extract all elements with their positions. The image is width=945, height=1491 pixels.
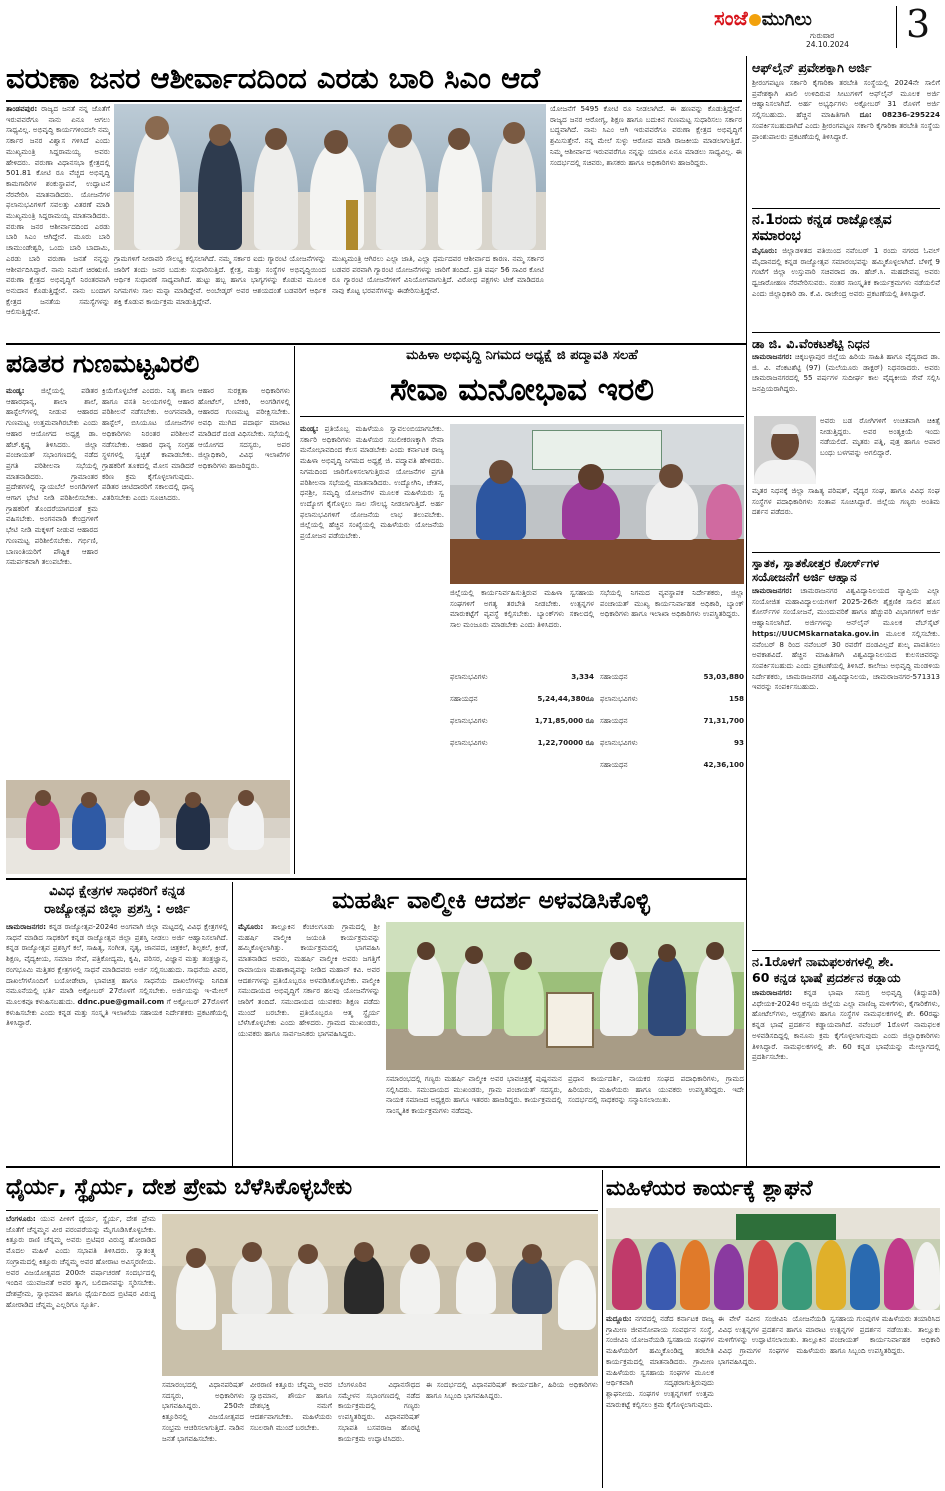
- divider: [746, 56, 747, 1166]
- divider: [752, 332, 940, 333]
- dateline: ಚಾಮರಾಜನಗರ:: [752, 586, 793, 595]
- padita-photo: [6, 780, 290, 874]
- stat-row: ಫಲಾನುಭವಿಗಳು 1,71,85,000 ರೂ: [450, 716, 594, 725]
- portrait-photo-icon: [754, 416, 816, 484]
- offline-headline: ಆಫ್‌ಲೈನ್ ಪ್ರವೇಶಕ್ಕಾಗಿ ಅರ್ಜಿ: [752, 60, 872, 75]
- dhairya-col3: ವೀರರಾಣಿ ಕಿತ್ತೂರು ಚೆನ್ನಮ್ಮ ಅವರ ಸ್ವಾಭಿಮಾನ, ಶೌರ್ಯ ಹಾಗೂ ದೇಶಭಕ್ತಿ ನಮಗೆ ಆದರ್ಶವಾಗಬೇಕು. ಮಹಿಳೆಯರು ಸಬಲರಾಗಿ ಮುಂದೆ ಬರಬೇಕು.: [250, 1380, 332, 1432]
- article-text: ಪ್ರತಿಯೊಬ್ಬ ಮಹಿಳೆಯೂ ಸ್ವಾವಲಂಬಿಯಾಗಬೇಕು. ಸರ್ಕಾರಿ ಅಧಿಕಾರಿಗಳು ಮಹಿಳೆಯರ ಸಬಲೀಕರಣಕ್ಕಾಗಿ ಸೇವಾ ಮನೋಭಾವದಿಂದ ಕೆಲಸ ಮಾಡಬೇಕು ಎಂದು ಕರ್ನಾಟಕ ರಾಜ್ಯ ಮಹಿಳಾ ಅಭಿವೃದ್ಧಿ ನಿಗಮದ ಅಧ್ಯಕ್ಷೆ ಜಿ. ಪದ್ಮಾವತಿ ಹೇಳಿದರು. ನಿಗಮದಿಂದ ಜಾರಿಗೊಳಿಸಲಾಗುತ್ತಿರುವ ಯೋಜನೆಗಳ ಪ್ರಗತಿ ಪರಿಶೀಲನಾ ಸಭೆಯಲ್ಲಿ ಮಾತನಾಡಿದರು. ಉದ್ಯೋಗಿನಿ, ಚೇತನ, ಧನಶ್ರೀ, ಸಮೃದ್ಧಿ ಯೋಜನೆಗಳ ಮೂಲಕ ಮಹಿಳೆಯರು ಸ್ವ ಉದ್ಯೋಗ ಕೈಗೊಳ್ಳಲು ಸಾಲ ಸೌಲಭ್ಯ ನೀಡಲಾಗುತ್ತಿದೆ. ಅರ್ಹ ಫಲಾನುಭವಿಗಳಿಗೆ ಯೋಜನೆಯ ಲಾಭ ತಲುಪಬೇಕು. ಜಿಲ್ಲೆಯಲ್ಲಿ ಹೆಚ್ಚಿನ ಸಂಖ್ಯೆಯಲ್ಲಿ ಮಹಿಳೆಯರು ಯೋಜನೆಯ ಪ್ರಯೋಜನ ಪಡೆಯಬೇಕು.: [300, 424, 444, 541]
- shlaghane-col2: ಈ ವೇಳೆ ನವೀನ ಸಂಜೀವಿನಿ ಯೋಜನೆಯಡಿ ವಿವಿಧ ಉತ್ಪನ್ನಗಳ ಪ್ರದರ್ಶನ ಹಾಗೂ ಮಾರಾಟ ಮಳಿಗೆಗಳನ್ನು ಉದ್ಘಾಟಿಸಲಾಯಿತು. ತಾಲ್ಲೂಕಿನ ವಿವಿಧ ಗ್ರಾಮಗಳ ಸಂಘಗಳ ಮಹಿಳೆಯರು ಭಾಗವಹಿಸಿದ್ದರು.: [718, 1314, 826, 1366]
- divider: [6, 343, 746, 345]
- article-text: ಜಿಲ್ಲೆಯಲ್ಲಿ ಪಡಿತರ ಆಹಾರಧಾನ್ಯ, ಶಾಲಾ ಶಾಲೆ, ಹಾಸ್ಟೆಲ್‌ಗಳಲ್ಲಿ ನೀಡುವ ಆಹಾರದ ಗುಣಮಟ್ಟ ಉತ್ತಮವಾಗಿರಬೇಕು ಎಂದು ಆಹಾರ ಆಯೋಗದ ಅಧ್ಯಕ್ಷ ಡಾ. ಹೆಚ್.ಕೃಷ್ಣ ತಿಳಿಸಿದರು. ಜಿಲ್ಲಾ ಪಂಚಾಯತ್ ಸಭಾಂಗಣದಲ್ಲಿ ನಡೆದ ಪ್ರಗತಿ ಪರಿಶೀಲನಾ ಸಭೆಯಲ್ಲಿ ಮಾತನಾಡಿದರು. ಗ್ರಾಮಾಂತರ ಪ್ರದೇಶಗಳಲ್ಲಿ ನ್ಯಾಯಬೆಲೆ ಅಂಗಡಿಗಳಿಗೆ ಆಗಾಗ ಭೇಟಿ ನೀಡಿ ಪರಿಶೀಲಿಸಬೇಕು. ಗ್ರಾಹಕರಿಗೆ ತೊಂದರೆಯಾಗದಂತೆ ಕ್ರಮ ವಹಿಸಬೇಕು. ಅಂಗನವಾಡಿ ಕೇಂದ್ರಗಳಿಗೆ ಭೇಟಿ ನೀಡಿ ಮಕ್ಕಳಿಗೆ ನೀಡುವ ಆಹಾರದ ಗುಣಮಟ್ಟ ಪರಿಶೀಲಿಸಬೇಕು. ಗರ್ಭಿಣಿ, ಬಾಣಂತಿಯರಿಗೆ ಪೌಷ್ಟಿಕ ಆಹಾರ ಸಮರ್ಪಕವಾಗಿ ತಲುಪಬೇಕು.: [6, 386, 98, 567]
- divider: [6, 878, 746, 880]
- shlaghane-col1: [606, 1314, 714, 1486]
- varuna-headline: ವರುಣಾ ಜನರ ಆಶೀರ್ವಾದದಿಂದ ಎರಡು ಬಾರಿ ಸಿಎಂ ಆದೆ: [6, 61, 541, 95]
- masthead: [700, 4, 940, 50]
- valmiki-col3: ಪ್ರಧಾನ ಕಾರ್ಯದರ್ಶಿ, ನಾಯಕರ ಸಂಘದ ಪದಾಧಿಕಾರಿಗಳು, ಗ್ರಾಮದ ಹಿರಿಯರು, ಮಹಿಳೆಯರು ಹಾಗೂ ಯುವಕರು ಉಪಸ್ಥಿತರಿದ್ದರು. ಇದೇ ಸಂದರ್ಭದಲ್ಲಿ ಸಾಧಕರನ್ನು ಸನ್ಮಾನಿಸಲಾಯಿತು.: [568, 1074, 744, 1105]
- article-text: ಜಿಲ್ಲಾಡಳಿತದ ವತಿಯಿಂದ ನವೆಂಬರ್ 1 ರಂದು ನಗರದ ಓವಲ್ ಮೈದಾನದಲ್ಲಿ ಕನ್ನಡ ರಾಜ್ಯೋತ್ಸವ ಸಮಾರಂಭವನ್ನು ಹಮ್ಮಿಕೊಳ್ಳಲಾಗಿದೆ. ಬೆಳಿಗ್ಗೆ 9 ಗಂಟೆಗೆ ಜಿಲ್ಲಾ ಉಸ್ತುವಾರಿ ಸಚಿವರಾದ ಡಾ. ಹೆಚ್.ಸಿ. ಮಹದೇವಪ್ಪ ಅವರು ಧ್ವಜಾರೋಹಣ ನೆರವೇರಿಸುವರು. ನಂತರ ಸಾಂಸ್ಕೃತಿಕ ಕಾರ್ಯಕ್ರಮಗಳು ನಡೆಯಲಿವೆ ಎಂದು ಜಿಲ್ಲಾಧಿಕಾರಿ ಡಾ. ಕೆ.ವಿ. ರಾಜೇಂದ್ರ ಅವರು ಪ್ರಕಟಣೆಯಲ್ಲಿ ತಿಳಿಸಿದ್ದಾರೆ.: [752, 246, 940, 298]
- dateline: ಮೈಸೂರು:: [238, 922, 264, 931]
- stat-row: ಫಲಾನುಭವಿಗಳು 158: [600, 694, 744, 703]
- divider: [300, 416, 744, 417]
- obituary-text-top: [752, 352, 940, 414]
- rajyotsava-text: [752, 246, 940, 330]
- varuna-col2: ಗ್ರಾಮಗಳಿಗೆ ನೀರಾವರಿ ಸೌಲಭ್ಯ ಕಲ್ಪಿಸಲಾಗಿದೆ. ನಮ್ಮ ಸರ್ಕಾರ ಐದು ಗ್ಯಾರಂಟಿ ಯೋಜನೆಗಳನ್ನು ಜಾರಿಗೆ ತಂದು ಜನರ ಬದುಕು ಸುಧಾರಿಸುತ್ತಿದೆ. ಕ್ಷೇತ್ರ, ಮತ್ತು ಸಂಸ್ಥೆಗಳ ಅಭಿವೃದ್ಧಿಯಿಂದ ಆರ್ಥಿಕ ಸುಧಾರಣೆ ಸಾಧ್ಯವಾಗಿದೆ. ಹುಟ್ಟು ಹಬ್ಬ ಹಾಗೂ ಭಾಗ್ಯಗಳನ್ನು ಕೊಡುವ ಮೂಲಕ ನಿಗಮಗಳು ಸಾಲ ಮನ್ನಾ ಮಾಡಿದ್ದೇವೆ. ಅಂಬೇಡ್ಕರ್ ಅವರ ಆಶಯದಂತೆ ಬಡವರಿಗೆ ಆರ್ಥಿಕ ಶಕ್ತಿ ಕೊಡುವ ಕಾರ್ಯಕ್ರಮ ಮಾಡುತ್ತಿದ್ದೇವೆ.: [114, 254, 326, 306]
- valmiki-headline: ಮಹರ್ಷಿ ವಾಲ್ಮೀಕಿ ಆದರ್ಶ ಅಳವಡಿಸಿಕೊಳ್ಳಿ: [332, 886, 650, 914]
- padita-col1: [6, 386, 98, 774]
- nameboard-headline-2: 60 ಕನ್ನಡ ಭಾಷೆ ಪ್ರದರ್ಶನ ಕಡ್ಡಾಯ: [752, 970, 901, 985]
- dateline: ಮದ್ದೂರು:: [606, 1314, 632, 1323]
- shlaghane-col3: ಸ್ವಸಹಾಯ ಗುಂಪುಗಳ ಮಹಿಳೆಯರು ತಯಾರಿಸಿದ ಉತ್ಪನ್ನಗಳ ಪ್ರದರ್ಶನ ನಡೆಯಿತು. ತಾಲ್ಲೂಕು ಪಂಚಾಯತ್ ಕಾರ್ಯನಿರ್ವಾಹಕ ಅಧಿಕಾರಿ ಹಾಗೂ ಸಿಬ್ಬಂದಿ ಉಪಸ್ಥಿತರಿದ್ದರು.: [830, 1314, 940, 1356]
- divider: [752, 950, 940, 951]
- varuna-col1: [6, 104, 110, 340]
- shlaghane-headline: ಮಹಿಳೆಯರ ಕಾರ್ಯಕ್ಕೆ ಶ್ಲಾಘನೆ: [606, 1176, 813, 1200]
- dateline: ತಾಂಡವಪುರ:: [6, 104, 38, 113]
- dhairya-col2: ಸಮಾರಂಭದಲ್ಲಿ ವಿಧಾನಪರಿಷತ್ ಸದಸ್ಯರು, ಅಧಿಕಾರಿಗಳು ಭಾಗವಹಿಸಿದ್ದರು. 250ನೇ ಕಿತ್ತೂರಿನಲ್ಲಿ ವಿಜಯೋತ್ಸವದ ಸಂಭ್ರಮ ಆಚರಿಸಲಾಗುತ್ತಿದೆ. ನಾಡಿನ ಜನತೆ ಭಾಗವಹಿಸಬೇಕು.: [162, 1380, 244, 1443]
- mahila-headline: ಸೇವಾ ಮನೋಭಾವ ಇರಲಿ: [389, 372, 655, 408]
- award-email[interactable]: ddnc.pue@gmail.com: [77, 996, 165, 1006]
- shlaghane-photo: [606, 1208, 940, 1310]
- article-text: ಚಿಕ್ಕಬಳ್ಳಾಪುರ ಜಿಲ್ಲೆಯ ಹಿರಿಯ ಸಾಹಿತಿ ಹಾಗೂ ವೈದ್ಯರಾದ ಡಾ. ಜಿ. ವಿ. ವೆಂಕಟಶೆಟ್ಟಿ (97) (ಮಲೆಯೂರು ಡಾಕ್ಟರ್) ನಿಧನರಾದರು. ಅವರು ಚಾಮರಾಜನಗರದಲ್ಲಿ 55 ವರ್ಷಗಳ ಸುದೀರ್ಘ ಕಾಲ ವೈದ್ಯಕೀಯ ಸೇವೆ ಸಲ್ಲಿಸಿ ಜನಪ್ರಿಯರಾಗಿದ್ದರು.: [752, 352, 940, 394]
- padita-col2: ಕ್ರಿಯೆಗೊಳ್ಳಬೇಕೆ ಎಂದರು. ನಿತ್ಯ ಶಾಲಾ ಹಾಗೂ ವಸತಿ ನಿಲಯಗಳಲ್ಲಿ ಆಹಾರ ಪರಿಶೀಲನೆ ನಡೆಸಬೇಕು. ಅಂಗನವಾಡಿ, ಹಾಸ್ಟೆಲ್, ಬಿಸಿಯೂಟ ಯೋಜನೆಗಳ ಅಧಿಕಾರಿಗಳು ನಿರಂತರ ಪರಿಶೀಲನೆ ನಡೆಸಬೇಕು. ಆಹಾರ ಧಾನ್ಯ ಸಂಗ್ರಹ ಸ್ಥಳಗಳಲ್ಲಿ ಸ್ವಚ್ಛತೆ ಕಾಪಾಡಬೇಕು. ಗ್ರಾಹಕರಿಗೆ ತೂಕದಲ್ಲಿ ಮೋಸ ಮಾಡಿದರೆ ಕಠಿಣ ಕ್ರಮ ಕೈಗೊಳ್ಳಲಾಗುವುದು. ಪಡಿತರ ಚೀಟಿದಾರರಿಗೆ ಸಕಾಲದಲ್ಲಿ ಧಾನ್ಯ ವಿತರಿಸಬೇಕು ಎಂದು ಸೂಚಿಸಿದರು.: [102, 386, 194, 503]
- obituary-headline: ಡಾ ಜಿ. ವಿ.ವೆಂಕಟಶೆಟ್ಟಿ ನಿಧನ: [752, 336, 870, 351]
- sun-icon: [749, 14, 761, 26]
- article-text: ಶ್ರೀರಂಗಪಟ್ಟಣ ಸರ್ಕಾರಿ ಕೈಗಾರಿಕಾ ತರಬೇತಿ ಸಂಸ್ಥೆಯಲ್ಲಿ 2024ನೇ ಸಾಲಿಗೆ ಪ್ರವೇಶಕ್ಕಾಗಿ ಖಾಲಿ ಉಳಿದಿರುವ ಸೀಟುಗಳಿಗೆ ಆಫ್‌ಲೈನ್ ಮೂಲಕ ಅರ್ಜಿ ಆಹ್ವಾನಿಸಲಾಗಿದೆ. ಅರ್ಹ ಅಭ್ಯರ್ಥಿಗಳು ಅಕ್ಟೋಬರ್ 31 ರೊಳಗೆ ಅರ್ಜಿ ಸಲ್ಲಿಸಬಹುದು. ಹೆಚ್ಚಿನ ಮಾಹಿತಿಗಾಗಿ: [752, 78, 940, 120]
- article-text: ರಾಜ್ಯದ ಜನತೆ ನನ್ನ ಜೊತೆಗೆ ಇರುವವರೆಗೂ ನಾನು ಏನೂ ಆಗಲು ಸಾಧ್ಯವಿಲ್ಲ. ಅಭಿವೃದ್ಧಿ ಕಾರ್ಯಗಳಿಂದಲೇ ನಮ್ಮ ಸರ್ಕಾರ ಜನರ ವಿಶ್ವಾಸ ಗಳಿಸಿದೆ ಎಂದು ಮುಖ್ಯಮಂತ್ರಿ ಸಿದ್ದರಾಮಯ್ಯ ಅವರು ಹೇಳಿದರು. ವರುಣಾ ವಿಧಾನಸಭಾ ಕ್ಷೇತ್ರದಲ್ಲಿ 501.81 ಕೋಟಿ ರೂ ವೆಚ್ಚದ ಅಭಿವೃದ್ಧಿ ಕಾಮಗಾರಿಗಳ ಶಂಕುಸ್ಥಾಪನೆ, ಉದ್ಘಾಟನೆ ನೆರವೇರಿಸಿ ಮಾತನಾಡಿದರು. ಯೋಜನೆಗಳ ಫಲಾನುಭವಿಗಳಿಗೆ ಸವಲತ್ತು ವಿತರಣೆ ಮಾಡಿ ಮುಖ್ಯಮಂತ್ರಿ ಸಿದ್ದರಾಮಯ್ಯ ಮಾತನಾಡಿದರು. ವರುಣಾ ಜನರ ಆಶೀರ್ವಾದದಿಂದ ಎರಡು ಬಾರಿ ಸಿಎಂ ಆಗಿದ್ದೇನೆ. ಮೂರು ಬಾರಿ ಚಾಮುಂಡೇಶ್ವರಿ, ಒಂದು ಬಾರಿ ಬಾದಾಮಿ, ಎರಡು ಬಾರಿ ವರುಣಾ ಜನತೆ ನನ್ನನ್ನು ಆಶೀರ್ವದಿಸಿದ್ದಾರೆ. ನಾನು ನಿಮಗೆ ಚಿರಋಣಿ. ವರುಣಾ ಕ್ಷೇತ್ರದ ಅಭಿವೃದ್ಧಿಗೆ ನಿರಂತರವಾಗಿ ಅನುದಾನ ಕೊಡುತ್ತಿದ್ದೇನೆ. ನಾನು ಬಂದಾಗ ಕ್ಷೇತ್ರದ ಜನತೆಯ ಸಮಸ್ಯೆಗಳನ್ನು ಆಲಿಸುತ್ತಿದ್ದೇನೆ.: [6, 104, 110, 317]
- dhairya-col5: ಈ ಸಂದರ್ಭದಲ್ಲಿ ವಿಧಾನಪರಿಷತ್ ಕಾರ್ಯದರ್ಶಿ, ಹಿರಿಯ ಅಧಿಕಾರಿಗಳು ಹಾಗೂ ಸಿಬ್ಬಂದಿ ಭಾಗವಹಿಸಿದ್ದರು.: [426, 1380, 598, 1400]
- stat-row: ಸಹಾಯಧನ 53,03,880: [600, 672, 744, 681]
- offline-phone: ದೂ: 08236-295224: [859, 110, 940, 120]
- pg-courses-headline-1: ಸ್ನಾತಕ, ಸ್ನಾತಕೋತ್ತರ ಕೋರ್ಸ್‌ಗಳ: [752, 556, 880, 570]
- offline-text: [752, 78, 940, 206]
- nameboard-headline-1: ನ.1ರೊಳಗೆ ನಾಮಫಲಕಗಳಲ್ಲಿ ಶೇ.: [752, 954, 894, 969]
- mahila-photo: [450, 424, 744, 584]
- article-text: ಗೆ ಅಕ್ಟೋಬರ್ 27ರೊಳಗೆ ಕಳುಹಿಸಬೇಕು ಎಂದು ಕನ್ನಡ ಮತ್ತು ಸಂಸ್ಕೃತಿ ಇಲಾಖೆಯ ಸಹಾಯಕ ನಿರ್ದೇಶಕರು ಪ್ರಕಟಣೆಯಲ್ಲಿ ತಿಳಿಸಿದ್ದಾರೆ.: [6, 996, 228, 1028]
- mahila-stats: [450, 672, 744, 870]
- award-headline-1: ವಿವಿಧ ಕ್ಷೇತ್ರಗಳ ಸಾಧಕರಿಗೆ ಕನ್ನಡ: [49, 884, 185, 899]
- stat-row: ಸಹಾಯಧನ 71,31,700: [600, 716, 744, 725]
- article-text: ಸಂಪರ್ಕಿಸಬಹುದಾಗಿದೆ ಎಂದು ಶ್ರೀರಂಗಪಟ್ಟಣ ಸರ್ಕಾರಿ ಕೈಗಾರಿಕಾ ತರಬೇತಿ ಸಂಸ್ಥೆಯ ಪ್ರಾಂಶುಪಾಲರು ಪ್ರಕಟಣೆಯಲ್ಲಿ ತಿಳಿಸಿದ್ದಾರೆ.: [752, 120, 940, 141]
- divider: [752, 208, 940, 209]
- stat-row: ಸಹಾಯಧನ 42,36,100: [600, 760, 744, 769]
- divider: [6, 1166, 940, 1168]
- dateline: ಮಂಡ್ಯ:: [6, 386, 25, 395]
- varuna-photo: [114, 104, 546, 250]
- article-text: ಕನ್ನಡ ರಾಜ್ಯೋತ್ಸವ-2024ರ ಅಂಗವಾಗಿ ಜಿಲ್ಲಾ ಮಟ್ಟದಲ್ಲಿ ವಿವಿಧ ಕ್ಷೇತ್ರಗಳಲ್ಲಿ ಸಾಧನೆ ಮಾಡಿದ ಸಾಧಕರಿಗೆ ಕನ್ನಡ ರಾಜ್ಯೋತ್ಸವ ಜಿಲ್ಲಾ ಪ್ರಶಸ್ತಿ ನೀಡಲು ಅರ್ಜಿ ಆಹ್ವಾನಿಸಲಾಗಿದೆ. ಕನ್ನಡ ರಾಜ್ಯೋತ್ಸವ ಪ್ರಶಸ್ತಿಗೆ ಕಲೆ, ಸಾಹಿತ್ಯ, ಸಂಗೀತ, ನೃತ್ಯ, ಜಾನಪದ, ಚಿತ್ರಕಲೆ, ಶಿಲ್ಪಕಲೆ, ಕ್ರೀಡೆ, ಶಿಕ್ಷಣ, ವೈದ್ಯಕೀಯ, ಸಮಾಜ ಸೇವೆ, ಪತ್ರಿಕೋದ್ಯಮ, ಕೃಷಿ, ಪರಿಸರ, ವಿಜ್ಞಾನ ಮತ್ತು ತಂತ್ರಜ್ಞಾನ, ರಂಗಭೂಮಿ ಮತ್ತಿತರ ಕ್ಷೇತ್ರಗಳಲ್ಲಿ ಸಾಧನೆ ಮಾಡಿದವರು ಅರ್ಜಿ ಸಲ್ಲಿಸಬಹುದು. ಸಾಧನೆಯ ವಿವರ, ದಾಖಲೆಗಳೊಂದಿಗೆ ಬಯೋಡೇಟಾ, ಭಾವಚಿತ್ರ ಹಾಗೂ ಸಾಧನೆಯ ದಾಖಲೆಗಳನ್ನು ನಿಗದಿತ ನಮೂನೆಯಲ್ಲಿ ಭರ್ತಿ ಮಾಡಿ ಅಕ್ಟೋಬರ್ 27ರೊಳಗೆ ಸಲ್ಲಿಸಬೇಕು. ಅರ್ಜಿಯನ್ನು ಇ-ಮೇಲ್ ಮೂಲಕವೂ ಕಳುಹಿಸಬಹುದು.: [6, 922, 228, 1006]
- divider: [294, 346, 295, 874]
- brand-right: ಮುಗಿಲು: [761, 9, 812, 30]
- divider: [6, 100, 742, 102]
- brand-left: ಸಂಜೆ: [714, 6, 748, 30]
- dateline: ಚಾಮರಾಜನಗರ:: [752, 988, 793, 997]
- dateline: ಚಾಮರಾಜನಗರ:: [6, 922, 47, 931]
- stat-row: ಫಲಾನುಭವಿಗಳು 1,22,70000 ರೂ: [450, 738, 594, 747]
- varuna-col4: ಯೋಜನೆಗೆ 5495 ಕೋಟಿ ರೂ ನೀಡಲಾಗಿದೆ. ಈ ಹಣವನ್ನು ಕೊಡುತ್ತಿದ್ದೇವೆ. ರಾಜ್ಯದ ಜನರ ಆರೋಗ್ಯ, ಶಿಕ್ಷಣ ಹಾಗೂ ಬದುಕಿನ ಗುಣಮಟ್ಟ ಸುಧಾರಿಸಲು ಸರ್ಕಾರ ಬದ್ಧವಾಗಿದೆ. ನಾನು ಸಿಎಂ ಆಗಿ ಇರುವವರೆಗೂ ವರುಣಾ ಕ್ಷೇತ್ರದ ಅಭಿವೃದ್ಧಿಗೆ ಶ್ರಮಿಸುತ್ತೇನೆ. ನನ್ನ ಮೇಲೆ ಸುಳ್ಳು ಆರೋಪ ಮಾಡಿ ರಾಜಕೀಯ ಮಾಡಲಾಗುತ್ತಿದೆ. ನಿಮ್ಮ ಆಶೀರ್ವಾದ ಇರುವವರೆಗೂ ನನ್ನನ್ನು ಯಾರೂ ಏನೂ ಮಾಡಲು ಸಾಧ್ಯವಿಲ್ಲ. ಈ ಸಂದರ್ಭದಲ್ಲಿ ಸಚಿವರು, ಶಾಸಕರು ಹಾಗೂ ಅಧಿಕಾರಿಗಳು ಹಾಜರಿದ್ದರು.: [550, 104, 742, 167]
- page-number: 3: [906, 2, 931, 46]
- dhairya-col1: [6, 1214, 156, 1486]
- pg-courses-text: [752, 586, 940, 888]
- mahila-kicker: ಮಹಿಳಾ ಅಭಿವೃದ್ಧಿ ನಿಗಮದ ಅಧ್ಯಕ್ಷೆ ಜಿ ಪದ್ಮಾವತಿ ಸಲಹೆ: [406, 348, 638, 363]
- stat-row: ಸಹಾಯಧನ 5,24,44,380ರೂ: [450, 694, 594, 703]
- dhairya-photo: [162, 1214, 598, 1376]
- nameboard-text: [752, 988, 940, 1164]
- divider: [232, 882, 233, 1166]
- article-text: ಮೂಲಕ ಸಲ್ಲಿಸಬೇಕು. ನವೆಂಬರ್ 8 ರಿಂದ ನವೆಂಬರ್ 30 ರವರೆಗೆ ದಂಡವಿಲ್ಲದೆ ಶುಲ್ಕ ಪಾವತಿಸಲು ಅವಕಾಶವಿದೆ. ಹೆಚ್ಚಿನ ಮಾಹಿತಿಗಾಗಿ ವಿಶ್ವವಿದ್ಯಾನಿಲಯದ ಕುಲಸಚಿವರನ್ನು ಸಂಪರ್ಕಿಸಬಹುದು ಎಂದು ಪ್ರಕಟಣೆಯಲ್ಲಿ ತಿಳಿಸಿದೆ. ಕಾಲೇಜು ಅಭಿವೃದ್ಧಿ ಮಂಡಳಿಯ ನಿರ್ದೇಶಕರು, ಚಾಮರಾಜನಗರ ವಿಶ್ವವಿದ್ಯಾನಿಲಯ, ಚಾಮರಾಜನಗರ-571313 ಇವರನ್ನು ಸಂಪರ್ಕಿಸಬಹುದು.: [752, 628, 940, 692]
- article-text: ಕನ್ನಡ ಭಾಷಾ ಸಮಗ್ರ ಅಭಿವೃದ್ಧಿ (ತಿದ್ದುಪಡಿ) ವಿಧೇಯಕ-2024ರ ಅನ್ವಯ ಜಿಲ್ಲೆಯ ಎಲ್ಲಾ ವಾಣಿಜ್ಯ ಮಳಿಗೆಗಳು, ಕೈಗಾರಿಕೆಗಳು, ಹೋಟೆಲ್‌ಗಳು, ಆಸ್ಪತ್ರೆಗಳು ಹಾಗೂ ಸಂಸ್ಥೆಗಳ ನಾಮಫಲಕಗಳಲ್ಲಿ ಶೇ. 60ರಷ್ಟು ಕನ್ನಡ ಭಾಷೆ ಪ್ರದರ್ಶನ ಕಡ್ಡಾಯವಾಗಿದೆ. ನವೆಂಬರ್ 1ರೊಳಗೆ ನಾಮಫಲಕ ಅಳವಡಿಸದಿದ್ದಲ್ಲಿ ಕಾನೂನು ಕ್ರಮ ಕೈಗೊಳ್ಳಲಾಗುವುದು ಎಂದು ಜಿಲ್ಲಾಧಿಕಾರಿಗಳು ತಿಳಿಸಿದ್ದಾರೆ. ನಾಮಫಲಕಗಳಲ್ಲಿ ಶೇ. 60 ಕನ್ನಡ ಭಾಷೆಯನ್ನು ಮೇಲ್ಭಾಗದಲ್ಲಿ ಪ್ರದರ್ಶಿಸಬೇಕು.: [752, 988, 940, 1062]
- rajyotsava-headline-2: ಸಮಾರಂಭ: [752, 228, 801, 244]
- dateline: ಬೆಂಗಳೂರು:: [6, 1214, 36, 1223]
- valmiki-col1: [238, 922, 380, 1158]
- masthead-divider: [896, 6, 897, 48]
- divider: [6, 1210, 598, 1211]
- article-text: ಚಾಮರಾಜನಗರ ವಿಶ್ವವಿದ್ಯಾನಿಲಯದ ವ್ಯಾಪ್ತಿಯ ಎಲ್ಲಾ ಸಂಯೋಜಿತ ಮಹಾವಿದ್ಯಾಲಯಗಳಿಗೆ 2025-26ನೇ ಶೈಕ್ಷಣಿಕ ಸಾಲಿನ ಹೊಸ ಕೋರ್ಸ್‌ಗಳ ಸಂಯೋಜನೆ, ಮುಂದುವರಿಕೆ ಹಾಗೂ ಹೆಚ್ಚುವರಿ ವಿಭಾಗಗಳಿಗೆ ಅರ್ಜಿ ಆಹ್ವಾನಿಸಲಾಗಿದೆ. ಅರ್ಜಿಗಳನ್ನು ಆನ್‌ಲೈನ್ ಮೂಲಕ ವೆಬ್‌ಸೈಟ್: [752, 586, 940, 628]
- masthead-date: 24.10.2024: [806, 40, 849, 49]
- obituary-text-side: ಅವರು ಬಡ ರೋಗಿಗಳಿಗೆ ಉಚಿತವಾಗಿ ಚಿಕಿತ್ಸೆ ನೀಡುತ್ತಿದ್ದರು. ಅವರ ಅಂತ್ಯಕ್ರಿಯೆ ಇಂದು ನಡೆಯಲಿದೆ. ಮೃತರು ಪತ್ನಿ, ಪುತ್ರ ಹಾಗೂ ಅಪಾರ ಬಂಧು ಬಳಗವನ್ನು ಅಗಲಿದ್ದಾರೆ.: [820, 416, 940, 458]
- masthead-brand: [714, 6, 812, 32]
- varuna-col3: ಮುಖ್ಯಮಂತ್ರಿ ಆಗಿರಲು ಎಲ್ಲಾ ಜಾತಿ, ಎಲ್ಲಾ ಧರ್ಮದವರ ಆಶೀರ್ವಾದ ಕಾರಣ. ನಮ್ಮ ಸರ್ಕಾರ ಬಡವರ ಪರವಾಗಿ ಗ್ಯಾರಂಟಿ ಯೋಜನೆಗಳನ್ನು ಜಾರಿಗೆ ತಂದಿದೆ. ಪ್ರತಿ ವರ್ಷ 56 ಸಾವಿರ ಕೋಟಿ ರೂ ಗ್ಯಾರಂಟಿ ಯೋಜನೆಗಳಿಗೆ ವಿನಿಯೋಗವಾಗುತ್ತಿದೆ. ವಿರೋಧ ಪಕ್ಷಗಳು ಟೀಕೆ ಮಾಡಿದರೂ ನಾವು ಕೊಟ್ಟ ಭರವಸೆಗಳನ್ನು ಈಡೇರಿಸುತ್ತಿದ್ದೇವೆ.: [332, 254, 544, 296]
- divider: [602, 1170, 603, 1488]
- mahila-col2: ಜಿಲ್ಲೆಯಲ್ಲಿ ಕಾರ್ಯನಿರ್ವಹಿಸುತ್ತಿರುವ ಮಹಿಳಾ ಸ್ವಸಹಾಯ ಸಂಘಗಳಿಗೆ ಅಗತ್ಯ ತರಬೇತಿ ನೀಡಬೇಕು. ಉತ್ಪನ್ನಗಳ ಮಾರುಕಟ್ಟೆಗೆ ವ್ಯವಸ್ಥೆ ಕಲ್ಪಿಸಬೇಕು. ಬ್ಯಾಂಕ್‌ಗಳು ಸಕಾಲದಲ್ಲಿ ಸಾಲ ಮಂಜೂರು ಮಾಡಬೇಕು ಎಂದು ತಿಳಿಸಿದರು.: [450, 588, 594, 630]
- divider: [752, 552, 940, 553]
- mahila-col3: ಸಭೆಯಲ್ಲಿ ನಿಗಮದ ವ್ಯವಸ್ಥಾಪಕ ನಿರ್ದೇಶಕರು, ಜಿಲ್ಲಾ ಪಂಚಾಯತ್ ಮುಖ್ಯ ಕಾರ್ಯನಿರ್ವಾಹಕ ಅಧಿಕಾರಿ, ಬ್ಯಾಂಕ್ ಅಧಿಕಾರಿಗಳು ಹಾಗೂ ಇಲಾಖಾ ಅಧಿಕಾರಿಗಳು ಉಪಸ್ಥಿತರಿದ್ದರು.: [600, 588, 744, 619]
- dateline: ಮೈಸೂರು:: [752, 246, 778, 255]
- dhairya-headline: ಧೈರ್ಯ, ಸ್ಥೈರ್ಯ, ದೇಶ ಪ್ರೇಮ ಬೆಳೆಸಿಕೊಳ್ಳಬೇಕು: [6, 1175, 353, 1200]
- valmiki-col2: ಸಮಾರಂಭದಲ್ಲಿ ಗಣ್ಯರು ಮಹರ್ಷಿ ವಾಲ್ಮೀಕಿ ಅವರ ಭಾವಚಿತ್ರಕ್ಕೆ ಪುಷ್ಪನಮನ ಸಲ್ಲಿಸಿದರು. ಸಮುದಾಯದ ಮುಖಂಡರು, ಗ್ರಾಮ ಪಂಚಾಯತ್ ಸದಸ್ಯರು, ನಾಯಕ ಸಮಾಜದ ಅಧ್ಯಕ್ಷರು ಹಾಗೂ ಇತರರು ಹಾಜರಿದ್ದರು. ಕಾರ್ಯಕ್ರಮದಲ್ಲಿ ಸಾಂಸ್ಕೃತಿಕ ಕಾರ್ಯಕ್ರಮಗಳು ನಡೆದವು.: [386, 1074, 562, 1116]
- stat-row: ಫಲಾನುಭವಿಗಳು 93: [600, 738, 744, 747]
- dhairya-col4: ಬೆಂಗಳೂರಿನ ವಿಧಾನಸೌಧದ ಸಮ್ಮೇಳನ ಸಭಾಂಗಣದಲ್ಲಿ ನಡೆದ ಕಾರ್ಯಕ್ರಮದಲ್ಲಿ ಗಣ್ಯರು ಉಪಸ್ಥಿತರಿದ್ದರು. ವಿಧಾನಪರಿಷತ್ ಸಭಾಪತಿ ಬಸವರಾಜ ಹೊರಟ್ಟಿ ಕಾರ್ಯಕ್ರಮ ಉದ್ಘಾಟಿಸಿದರು.: [338, 1380, 420, 1443]
- award-headline-2: ರಾಜ್ಯೋತ್ಸವ ಜಿಲ್ಲಾ ಪ್ರಶಸ್ತಿ : ಅರ್ಜಿ: [44, 902, 190, 917]
- dateline: ಮಂಡ್ಯ:: [300, 424, 319, 433]
- masthead-weekday: ಗುರುವಾರ: [810, 31, 835, 40]
- padita-headline: ಪಡಿತರ ಗುಣಮಟ್ಟವಿರಲಿ: [6, 349, 200, 378]
- obituary-text-bottom: ಮೃತರ ನಿಧನಕ್ಕೆ ಜಿಲ್ಲಾ ಸಾಹಿತ್ಯ ಪರಿಷತ್, ವೈದ್ಯರ ಸಂಘ, ಹಾಗೂ ವಿವಿಧ ಸಂಘ ಸಂಸ್ಥೆಗಳ ಪದಾಧಿಕಾರಿಗಳು ಸಂತಾಪ ಸೂಚಿಸಿದ್ದಾರೆ. ಜಿಲ್ಲೆಯ ಗಣ್ಯರು ಅಂತಿಮ ದರ್ಶನ ಪಡೆದರು.: [752, 486, 940, 517]
- pg-courses-headline-2: ಸಯೋಜನೆಗೆ ಅರ್ಜಿ ಆಹ್ವಾನ: [752, 570, 857, 584]
- stat-row: ಫಲಾನುಭವಿಗಳು 3,334: [450, 672, 594, 681]
- valmiki-photo: [386, 922, 744, 1070]
- dateline: ಚಾಮರಾಜನಗರ:: [752, 352, 793, 361]
- article-text: ತಾಲ್ಲೂಕಿನ ಕೆಂಚಲಗೂಡು ಗ್ರಾಮದಲ್ಲಿ ಶ್ರೀ ಮಹರ್ಷಿ ವಾಲ್ಮೀಕಿ ಜಯಂತಿ ಕಾರ್ಯಕ್ರಮವನ್ನು ಹಮ್ಮಿಕೊಳ್ಳಲಾಗಿತ್ತು. ಕಾರ್ಯಕ್ರಮದಲ್ಲಿ ಭಾಗವಹಿಸಿ ಮಾತನಾಡಿದ ಅವರು, ಮಹರ್ಷಿ ವಾಲ್ಮೀಕಿ ಅವರು ಜಗತ್ತಿಗೆ ರಾಮಾಯಣ ಮಹಾಕಾವ್ಯವನ್ನು ನೀಡಿದ ಮಹಾನ್ ಕವಿ. ಅವರ ಆದರ್ಶಗಳನ್ನು ಪ್ರತಿಯೊಬ್ಬರೂ ಅಳವಡಿಸಿಕೊಳ್ಳಬೇಕು. ವಾಲ್ಮೀಕಿ ಸಮುದಾಯದ ಅಭಿವೃದ್ಧಿಗೆ ಸರ್ಕಾರ ಹಲವು ಯೋಜನೆಗಳನ್ನು ಜಾರಿಗೆ ತಂದಿದೆ. ಸಮುದಾಯದ ಯುವಕರು ಶಿಕ್ಷಣ ಪಡೆದು ಮುಂದೆ ಬರಬೇಕು. ಪ್ರತಿಯೊಬ್ಬರೂ ಆತ್ಮ ಸ್ಥೈರ್ಯ ಬೆಳೆಸಿಕೊಳ್ಳಬೇಕು ಎಂದು ಹೇಳಿದರು. ಗ್ರಾಮದ ಮುಖಂಡರು, ಯುವಕರು ಹಾಗೂ ಸಾರ್ವಜನಿಕರು ಭಾಗವಹಿಸಿದ್ದರು.: [238, 922, 380, 1039]
- padita-col3: ಆಹಾರ ಸುರಕ್ಷತಾ ಅಧಿಕಾರಿಗಳು ಹೋಟೆಲ್, ಬೇಕರಿ, ಅಂಗಡಿಗಳಲ್ಲಿ ಆಹಾರದ ಗುಣಮಟ್ಟ ಪರೀಕ್ಷಿಸಬೇಕು. ಅವಧಿ ಮುಗಿದ ಪದಾರ್ಥ ಮಾರಾಟ ಮಾಡಿದರೆ ದಂಡ ವಿಧಿಸಬೇಕು. ಸಭೆಯಲ್ಲಿ ಆಯೋಗದ ಸದಸ್ಯರು, ಅಪರ ಜಿಲ್ಲಾಧಿಕಾರಿ, ವಿವಿಧ ಇಲಾಖೆಗಳ ಅಧಿಕಾರಿಗಳು ಹಾಜರಿದ್ದರು.: [198, 386, 290, 470]
- rajyotsava-headline-1: ನ.1ರಂದು ಕನ್ನಡ ರಾಜ್ಯೋತ್ಸವ: [752, 212, 892, 228]
- award-text: [6, 922, 228, 1158]
- article-text: ಯುವ ಪೀಳಿಗೆ ಧೈರ್ಯ, ಸ್ಥೈರ್ಯ, ದೇಶ ಪ್ರೇಮ ಜೊತೆಗೆ ಚೆನ್ನಮ್ಮನ ವೀರ ಪರಂಪರೆಯನ್ನು ಮೈಗೂಡಿಸಿಕೊಳ್ಳಬೇಕು. ಕಿತ್ತೂರು ರಾಣಿ ಚೆನ್ನಮ್ಮ ಅವರು ಬ್ರಿಟಿಷರ ವಿರುದ್ಧ ಹೋರಾಡಿದ ಮೊದಲ ಮಹಿಳೆ ಎಂದು ಸಭಾಪತಿ ತಿಳಿಸಿದರು. ಸ್ವಾತಂತ್ರ್ಯ ಸಂಗ್ರಾಮದಲ್ಲಿ ಕಿತ್ತೂರು ಚೆನ್ನಮ್ಮ ಅವರ ಹೋರಾಟ ಅವಿಸ್ಮರಣೀಯ. ಅವರ ವಿಜಯೋತ್ಸವದ 200ನೇ ವರ್ಷಾಚರಣೆ ಸಂದರ್ಭದಲ್ಲಿ ಇಂದಿನ ಯುವಜನತೆ ಅವರ ತ್ಯಾಗ, ಬಲಿದಾನವನ್ನು ಸ್ಮರಿಸಬೇಕು. ದೇಶಪ್ರೇಮ, ಸ್ವಾಭಿಮಾನ ಹಾಗೂ ಧೈರ್ಯದಿಂದ ಬ್ರಿಟಿಷರ ವಿರುದ್ಧ ಹೋರಾಡಿದ ಚೆನ್ನಮ್ಮ ಎಲ್ಲರಿಗೂ ಸ್ಫೂರ್ತಿ.: [6, 1214, 156, 1309]
- article-text: ನಗರದಲ್ಲಿ ನಡೆದ ಕರ್ನಾಟಕ ರಾಜ್ಯ ಗ್ರಾಮೀಣ ಜೀವನೋಪಾಯ ಸಂವರ್ಧನ ಸಂಸ್ಥೆ, ಸಂಜೀವಿನಿ ಯೋಜನೆಯಡಿ ಸ್ವಸಹಾಯ ಸಂಘಗಳ ಮಹಿಳೆಯರಿಗೆ ಹಮ್ಮಿಕೊಂಡಿದ್ದ ತರಬೇತಿ ಕಾರ್ಯಕ್ರಮದಲ್ಲಿ ಮಾತನಾಡಿದರು. ಗ್ರಾಮೀಣ ಮಹಿಳೆಯರು ಸ್ವಸಹಾಯ ಸಂಘಗಳ ಮೂಲಕ ಆರ್ಥಿಕವಾಗಿ ಸದೃಢರಾಗುತ್ತಿರುವುದು ಶ್ಲಾಘನೀಯ. ಸಂಘಗಳ ಉತ್ಪನ್ನಗಳಿಗೆ ಉತ್ತಮ ಮಾರುಕಟ್ಟೆ ಕಲ್ಪಿಸಲು ಕ್ರಮ ಕೈಗೊಳ್ಳಲಾಗುವುದು.: [606, 1314, 714, 1409]
- mahila-col1: [300, 424, 444, 868]
- pg-courses-url[interactable]: https://UUCMSkarnataka.gov.in: [752, 628, 880, 638]
